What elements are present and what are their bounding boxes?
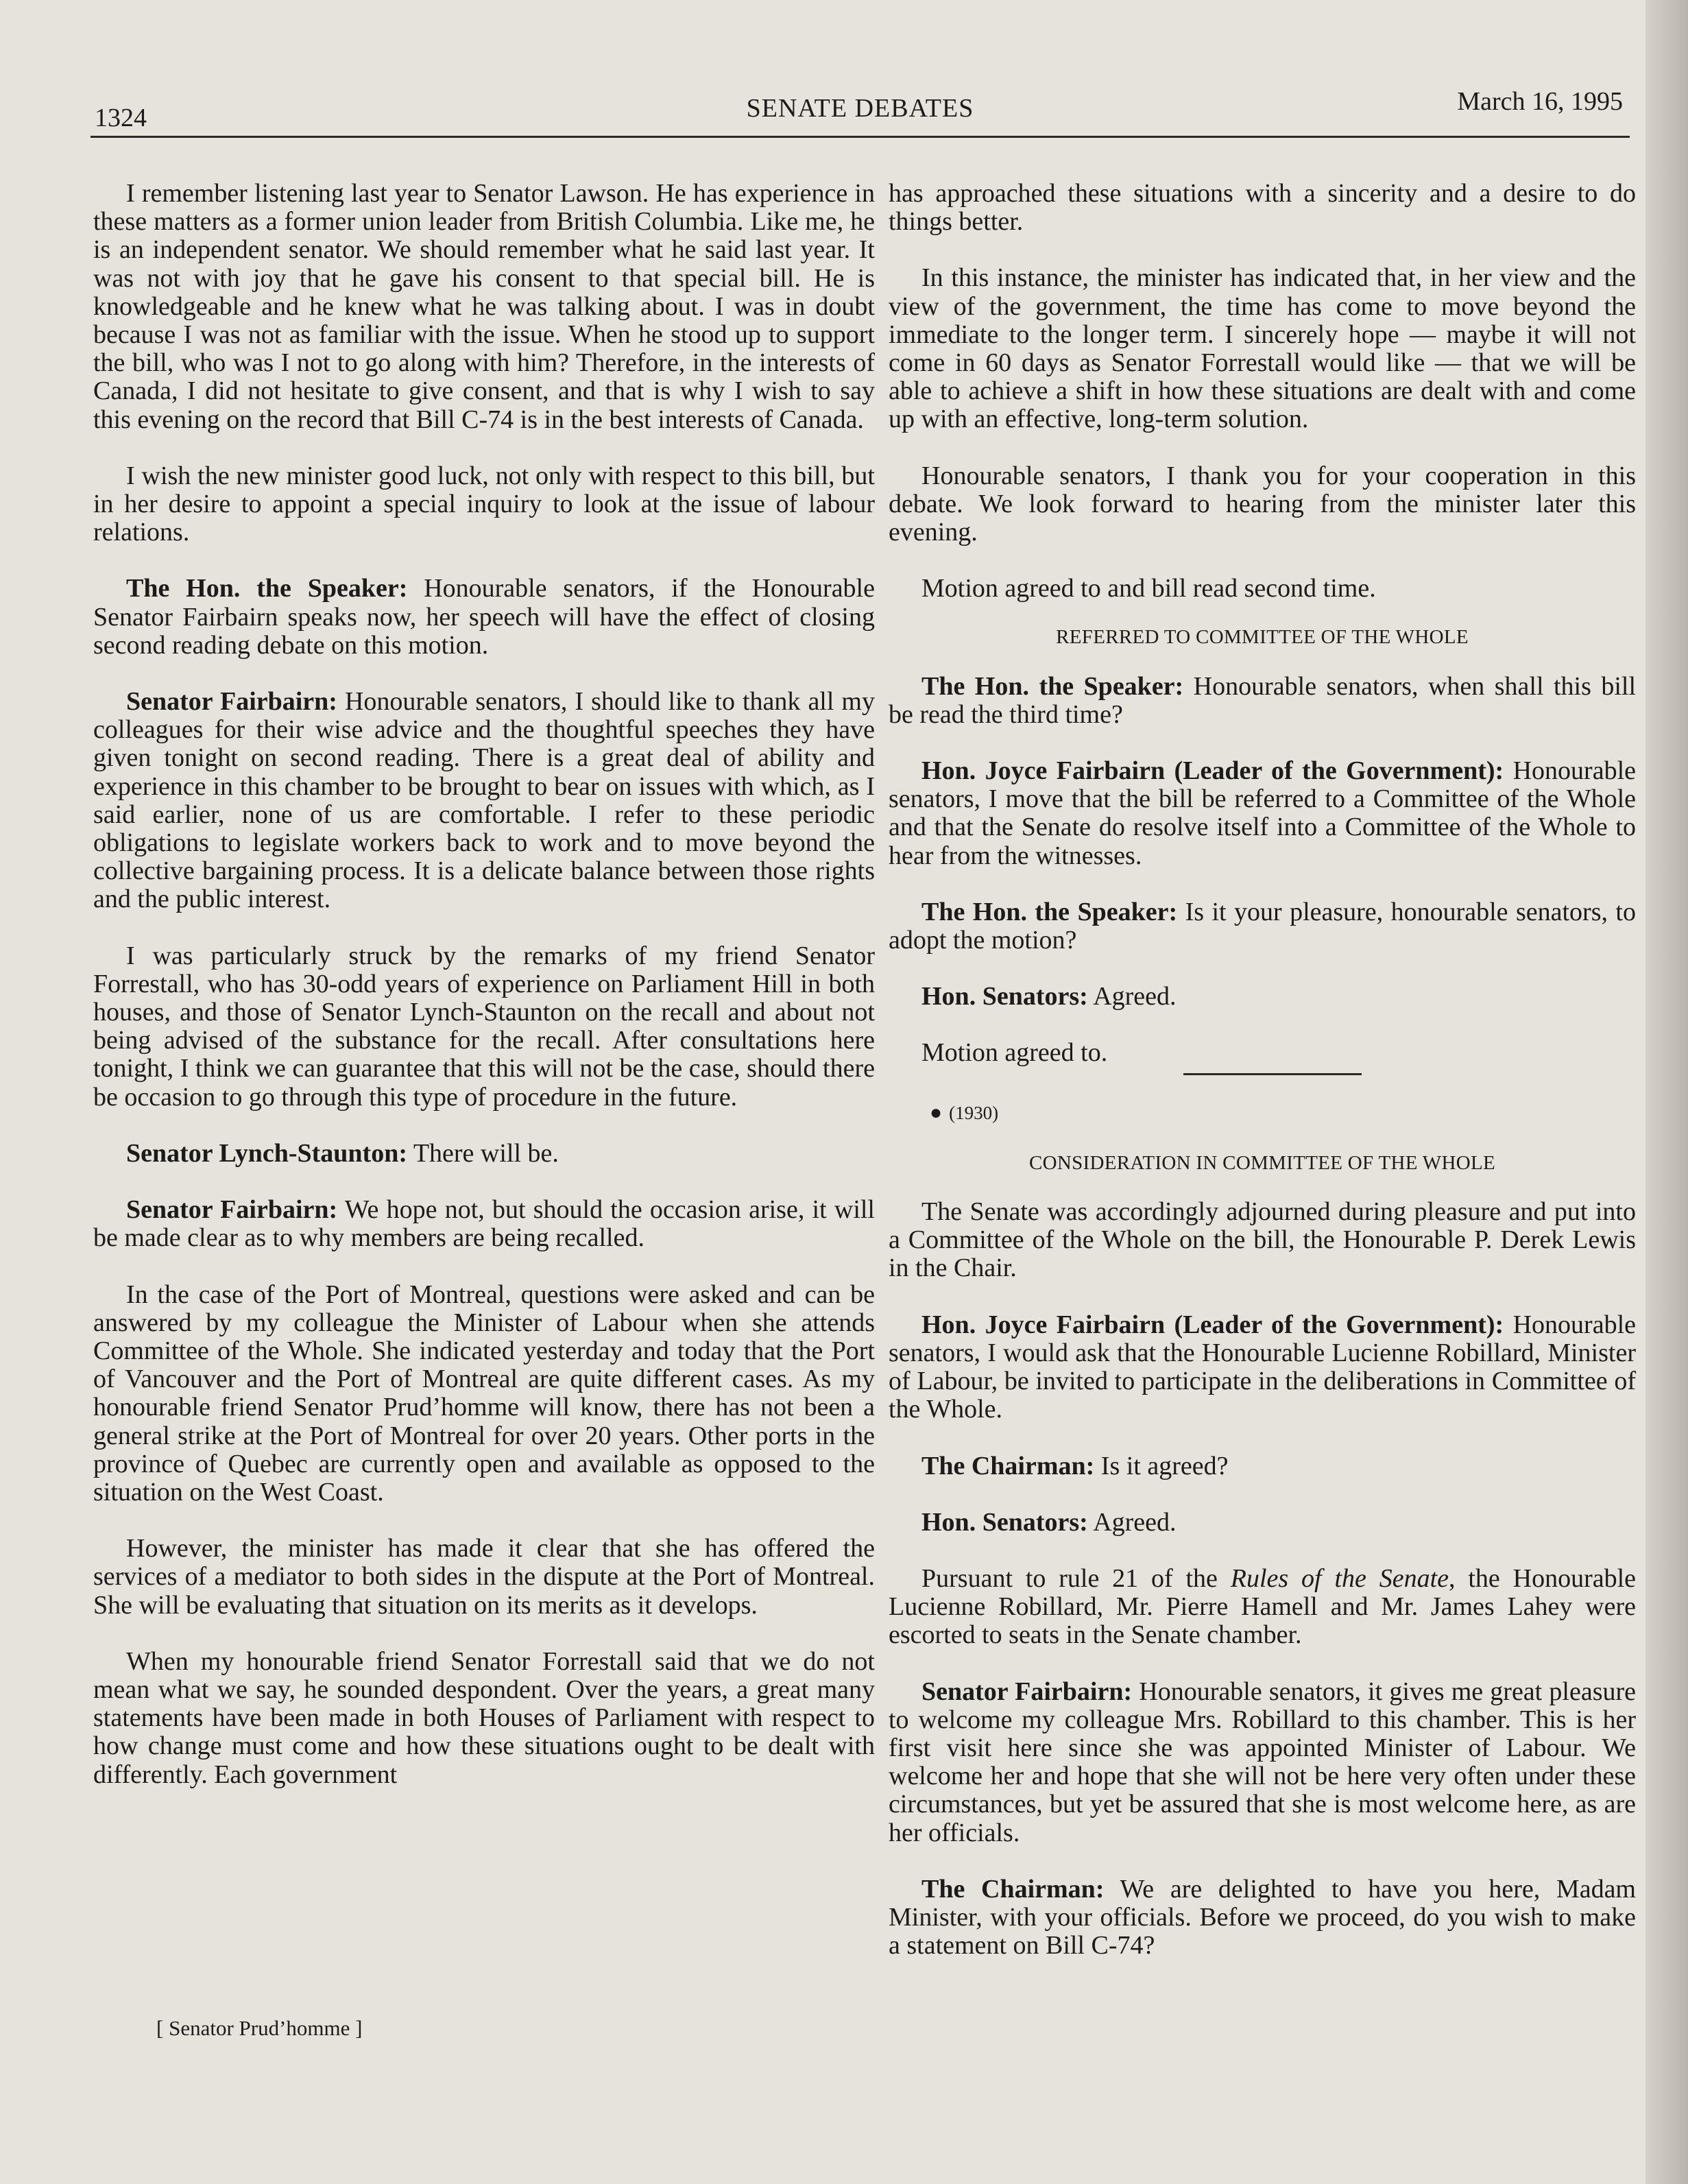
speech-text: Honourable senators, when shall this bill be read the third time? xyxy=(889,671,1636,729)
running-footer: [ Senator Prud’homme ] xyxy=(156,2016,363,2040)
speaker-name: Hon. Joyce Fairbairn (Leader of the Government): xyxy=(921,1310,1504,1339)
paragraph xyxy=(93,688,875,914)
paragraph xyxy=(93,575,875,660)
speaker-name: Senator Fairbairn: xyxy=(126,687,337,717)
speaker-name: The Chairman: xyxy=(921,1451,1095,1480)
section-heading: CONSIDERATION IN COMMITTEE OF THE WHOLE xyxy=(1028,1151,1495,1174)
speech-text: There will be. xyxy=(407,1138,559,1168)
speech-text: Pursuant to rule 21 of the xyxy=(921,1563,1231,1593)
publication-title: SENATE DEBATES xyxy=(746,94,974,123)
speaker-name: The Hon. the Speaker: xyxy=(126,574,408,603)
paragraph: Motion agreed to. xyxy=(921,1038,1108,1068)
speech-text: Agreed. xyxy=(1087,982,1177,1011)
paragraph xyxy=(889,673,1636,729)
paragraph: However, the minister has made it clear that she has offered the services of a mediator to both sides in the dispute at the Port of Montreal. She will be evaluating that situation on its merits as it develops. xyxy=(93,1534,875,1620)
paragraph xyxy=(93,1196,875,1252)
section-divider xyxy=(1183,1073,1362,1075)
speaker-name: Senator Fairbairn: xyxy=(126,1195,338,1225)
speech-text: Honourable senators, I should like to thank all my colleagues for their wise advice and the thoughtful speeches they have given tonight on second reading. There is a great deal of ability and experience in this chamber to be brought to bear on issues with which, as I said earlier, none of us are comfortable. I refer to these periodic obligations to legislate workers back to work and to move beyond the collective bargaining process. It is a delicate balance between those rights and the public interest. xyxy=(93,687,875,914)
paragraph: In this instance, the minister has indicated that, in her view and the view of the government, the time has come to move beyond the immediate to the longer term. I sincerely hope — maybe it will not come in 60 days as Senator Forrestall would like — that we will be able to achieve a shift in how these situations are dealt with and come up with an effective, long-term solution. xyxy=(889,263,1636,434)
paragraph xyxy=(93,1140,875,1168)
paragraph xyxy=(889,1565,1636,1650)
page-header xyxy=(91,75,1630,138)
speech-text: Honourable senators, if the Honourable Senator Fairbairn speaks now, her speech will have the effect of closing second reading debate on this motion. xyxy=(93,574,875,660)
speaker-name: The Chairman: xyxy=(921,1874,1105,1904)
speech-text: Is it your pleasure, honourable senators, to adopt the motion? xyxy=(889,897,1636,955)
paragraph: I remember listening last year to Senator Lawson. He has experience in these matters as a former union leader from British Columbia. Like me, he is an independent senator. We should remember what he said last year. It was not with joy that he gave his consent to that special bill. He is knowledgeable and he knew what he was talking about. I was in doubt because I was not as familiar with the issue. When he stood up to support the bill, who was I not to go along with him? Therefore, in the interests of Canada, I did not hesitate to give consent, and that is why I wish to say this evening on the record that Bill C-74 is in the best interests of Canada. xyxy=(93,179,875,434)
speech-text: Honourable senators, I move that the bill be referred to a Committee of the Whole and that the Senate do resolve itself into a Committee of the Whole to hear from the witnesses. xyxy=(889,756,1636,870)
bullet-icon: ● xyxy=(930,1101,943,1124)
paragraph xyxy=(889,1509,1636,1537)
page-number: 1324 xyxy=(95,104,147,132)
speaker-name: Hon. Senators: xyxy=(921,982,1088,1011)
page-edge-shadow xyxy=(1645,0,1688,2184)
speech-text: We are delighted to have you here, Madam Minister, with your officials. Before we proceed, do you wish to make a statement on Bill C-74? xyxy=(889,1874,1636,1960)
speaker-name: Senator Lynch-Staunton: xyxy=(126,1138,408,1168)
speech-text: Honourable senators, it gives me great pleasure to welcome my colleague Mrs. Robillard to this chamber. This is her first visit here since she was appointed Minister of Labour. We welcome her and hope that she will not be here very often under these circumstances, but yet be assured that she is most welcome here, as are her officials. xyxy=(889,1677,1637,1847)
paragraph xyxy=(889,1875,1636,1960)
paragraph: In the case of the Port of Montreal, questions were asked and can be answered by my colleague the Minister of Labour when she attends Committee of the Whole. She indicated yesterday and today that the Port of Vancouver and the Port of Montreal are quite different cases. As my honourable friend Senator Prud’homme will know, there has not been a general strike at the Port of Montreal for over 20 years. Other ports in the province of Quebec are currently open and available as opposed to the situation on the West Coast. xyxy=(93,1280,875,1507)
paragraph: I wish the new minister good luck, not only with respect to this bill, but in her desire to appoint a special inquiry to look at the issue of labour relations. xyxy=(93,461,875,547)
paragraph: I was particularly struck by the remarks of my friend Senator Forrestall, who has 30-odd years of experience on Parliament Hill in both houses, and those of Senator Lynch-Staunton on the recall and about not being advised of the substance for the recall. After consultations here tonight, I think we can guarantee that this will not be the case, should there be occasion to go through this type of procedure in the future. xyxy=(93,941,875,1112)
speaker-name: The Hon. the Speaker: xyxy=(921,897,1178,926)
document-title-italic: Rules of the Senate xyxy=(1230,1563,1449,1593)
paragraph: When my honourable friend Senator Forrestall said that we do not mean what we say, he sounded despondent. Over the years, a great many statements have been made in both Houses of Parliament with respect to how change must come and how these situations ought to be dealt with differently. Each government xyxy=(93,1646,875,1789)
speech-text: , the Honourable Lucienne Robillard, Mr. Pierre Hamell and Mr. James Lahey were escorted to seats in the Senate chamber. xyxy=(889,1563,1637,1650)
section-heading: REFERRED TO COMMITTEE OF THE WHOLE xyxy=(1056,626,1469,649)
paragraph xyxy=(889,983,1636,1011)
paragraph: has approached these situations with a sincerity and a desire to do things better. xyxy=(889,179,1636,237)
timestamp-text: (1930) xyxy=(949,1102,999,1123)
right-column xyxy=(889,180,1636,1988)
paragraph xyxy=(889,757,1636,870)
speech-text: Is it agreed? xyxy=(1094,1451,1229,1480)
publication-date: March 16, 1995 xyxy=(1457,87,1623,116)
speech-text: We hope not, but should the occasion arise, it will be made clear as to why members are being recalled. xyxy=(93,1195,875,1253)
speaker-name: Hon. Senators: xyxy=(921,1507,1088,1537)
paragraph: The Senate was accordingly adjourned during pleasure and put into a Committee of the Whole on the bill, the Honourable P. Derek Lewis in the Chair. xyxy=(889,1197,1636,1283)
paragraph xyxy=(889,1678,1636,1847)
timestamp xyxy=(930,1099,1636,1127)
paragraph xyxy=(889,898,1636,955)
speaker-name: The Hon. the Speaker: xyxy=(921,671,1184,701)
paragraph: Honourable senators, I thank you for your cooperation in this debate. We look forward to hearing from the minister later this evening. xyxy=(889,461,1636,547)
paragraph: Motion agreed to and bill read second time. xyxy=(921,574,1376,603)
speaker-name: Hon. Joyce Fairbairn (Leader of the Government): xyxy=(921,756,1504,786)
speech-text: Honourable senators, I would ask that the Honourable Lucienne Robillard, Minister of Labour, be invited to participate in the deliberations in Committee of the Whole. xyxy=(889,1310,1636,1424)
speech-text: Agreed. xyxy=(1087,1507,1177,1537)
paragraph xyxy=(889,1311,1636,1424)
left-column xyxy=(93,180,875,1817)
paragraph xyxy=(889,1452,1636,1480)
speaker-name: Senator Fairbairn: xyxy=(921,1677,1133,1706)
